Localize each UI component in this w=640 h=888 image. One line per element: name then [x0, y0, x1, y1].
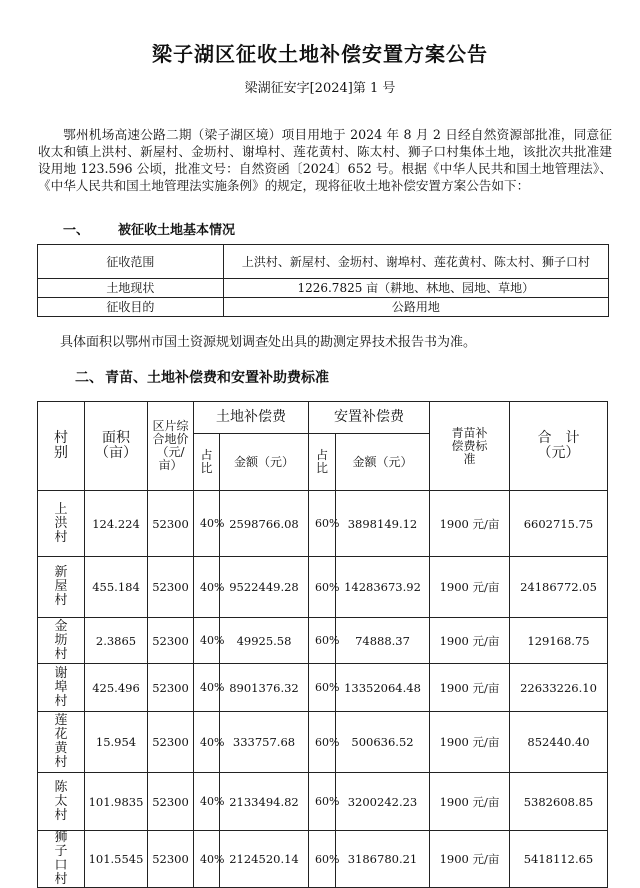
cell-total: 22633226.10 — [510, 664, 608, 712]
cell-res-ratio: 60% — [309, 557, 336, 618]
cell-total: 6602715.75 — [510, 491, 608, 557]
table-row — [38, 831, 608, 888]
intro-paragraph: 鄂州机场高速公路二期（梁子湖区境）项目用地于 2024 年 8 月 2 日经自然资源部批准，同意征收太和镇上洪村、新屋村、金坜村、谢埠村、莲花黄村、陈太村、狮子口村集体土地，该批次共批准建设用地 123.596 公顷，批准文号：自然资函〔2024〕652 号。根据《中华人民共和国土地管理法》、《中华人民共和国土地管理法实施条例》的规定，现将征收土地补偿安置方案公告如下： — [38, 127, 612, 193]
cell-land-amount: 8901376.32 — [220, 664, 309, 712]
cell-land-amount: 2133494.82 — [220, 773, 309, 831]
cell-land-amount: 49925.58 — [220, 618, 309, 664]
page-title: 梁子湖区征收土地补偿安置方案公告 — [152, 42, 488, 66]
cell-res-amount: 14283673.92 — [336, 557, 430, 618]
cell-price: 52300 — [148, 831, 194, 888]
header-res-amount: 金额（元） — [336, 434, 430, 491]
header-res-ratio: 占比 — [309, 434, 336, 491]
cell-res-ratio: 60% — [309, 712, 336, 773]
cell-crop: 1900 元/亩 — [430, 491, 510, 557]
section-1-title: 被征收土地基本情况 — [118, 223, 236, 238]
cell-res-amount: 3186780.21 — [336, 831, 430, 888]
header-crop: 青苗补偿费标准 — [430, 402, 510, 491]
cell-village: 陈太村 — [38, 773, 85, 831]
section-2-title: 青苗、土地补偿费和安置补助费标准 — [105, 370, 329, 386]
section-2-number: 二、 — [75, 370, 103, 386]
cell-area: 2.3865 — [85, 618, 148, 664]
cell-price: 52300 — [148, 557, 194, 618]
table-row — [38, 773, 608, 831]
cell-area: 101.5545 — [85, 831, 148, 888]
table-row — [38, 618, 608, 664]
section-2-heading — [75, 367, 329, 387]
table-row — [38, 279, 609, 298]
cell-village: 上洪村 — [38, 491, 85, 557]
cell-price: 52300 — [148, 491, 194, 557]
cell-land-amount: 2124520.14 — [220, 831, 309, 888]
cell-price: 52300 — [148, 712, 194, 773]
row-label: 土地现状 — [38, 279, 224, 298]
cell-crop: 1900 元/亩 — [430, 773, 510, 831]
row-value: 上洪村、新屋村、金坜村、谢埠村、莲花黄村、陈太村、狮子口村 — [223, 245, 608, 279]
cell-village: 新屋村 — [38, 557, 85, 618]
cell-village: 金坜村 — [38, 618, 85, 664]
cell-res-ratio: 60% — [309, 773, 336, 831]
compensation-table — [37, 401, 608, 888]
cell-res-amount: 500636.52 — [336, 712, 430, 773]
cell-res-amount: 3898149.12 — [336, 491, 430, 557]
cell-crop: 1900 元/亩 — [430, 664, 510, 712]
header-land-ratio: 占比 — [194, 434, 220, 491]
cell-area: 124.224 — [85, 491, 148, 557]
section-1-number: 一、 — [63, 223, 90, 238]
compensation-rows — [38, 491, 608, 888]
table-row — [38, 245, 609, 279]
cell-village: 莲花黄村 — [38, 712, 85, 773]
cell-res-amount: 13352064.48 — [336, 664, 430, 712]
cell-land-amount: 9522449.28 — [220, 557, 309, 618]
row-value: 公路用地 — [223, 298, 608, 317]
header-resettle: 安置补偿费 — [309, 402, 430, 434]
header-land-comp: 土地补偿费 — [194, 402, 309, 434]
cell-price: 52300 — [148, 773, 194, 831]
row-label: 征收范围 — [38, 245, 224, 279]
cell-land-ratio: 40% — [194, 491, 220, 557]
cell-res-amount: 74888.37 — [336, 618, 430, 664]
cell-land-ratio: 40% — [194, 618, 220, 664]
cell-land-amount: 333757.68 — [220, 712, 309, 773]
cell-res-ratio: 60% — [309, 831, 336, 888]
cell-crop: 1900 元/亩 — [430, 712, 510, 773]
area-note: 具体面积以鄂州市国土资源规划调查处出具的勘测定界技术报告书为准。 — [60, 335, 477, 350]
cell-village: 狮子口村 — [38, 831, 85, 888]
row-label: 征收目的 — [38, 298, 224, 317]
cell-area: 15.954 — [85, 712, 148, 773]
header-village: 村别 — [38, 402, 85, 491]
row-value: 1226.7825 亩（耕地、林地、园地、草地） — [223, 279, 608, 298]
cell-price: 52300 — [148, 664, 194, 712]
cell-total: 852440.40 — [510, 712, 608, 773]
cell-res-ratio: 60% — [309, 618, 336, 664]
cell-area: 101.9835 — [85, 773, 148, 831]
table-row — [38, 664, 608, 712]
cell-area: 425.496 — [85, 664, 148, 712]
cell-land-ratio: 40% — [194, 664, 220, 712]
header-row — [38, 402, 608, 434]
cell-crop: 1900 元/亩 — [430, 557, 510, 618]
section-1-heading — [63, 219, 235, 238]
basic-info-table — [37, 244, 609, 317]
header-price: 区片综合地价（元/亩） — [148, 402, 194, 491]
cell-total: 5418112.65 — [510, 831, 608, 888]
cell-crop: 1900 元/亩 — [430, 618, 510, 664]
cell-village: 谢埠村 — [38, 664, 85, 712]
header-total: 合 计（元） — [510, 402, 608, 491]
cell-total: 24186772.05 — [510, 557, 608, 618]
cell-land-ratio: 40% — [194, 712, 220, 773]
table-row — [38, 557, 608, 618]
cell-land-ratio: 40% — [194, 831, 220, 888]
cell-total: 5382608.85 — [510, 773, 608, 831]
table-row — [38, 712, 608, 773]
cell-total: 129168.75 — [510, 618, 608, 664]
cell-price: 52300 — [148, 618, 194, 664]
cell-res-ratio: 60% — [309, 664, 336, 712]
cell-area: 455.184 — [85, 557, 148, 618]
header-land-amount: 金额（元） — [220, 434, 309, 491]
cell-land-amount: 2598766.08 — [220, 491, 309, 557]
header-area: 面积（亩） — [85, 402, 148, 491]
cell-land-ratio: 40% — [194, 557, 220, 618]
table-row — [38, 298, 609, 317]
cell-res-amount: 3200242.23 — [336, 773, 430, 831]
table-row — [38, 491, 608, 557]
cell-res-ratio: 60% — [309, 491, 336, 557]
document-number: 梁湖征安字[2024]第 1 号 — [244, 81, 396, 96]
cell-crop: 1900 元/亩 — [430, 831, 510, 888]
cell-land-ratio: 40% — [194, 773, 220, 831]
